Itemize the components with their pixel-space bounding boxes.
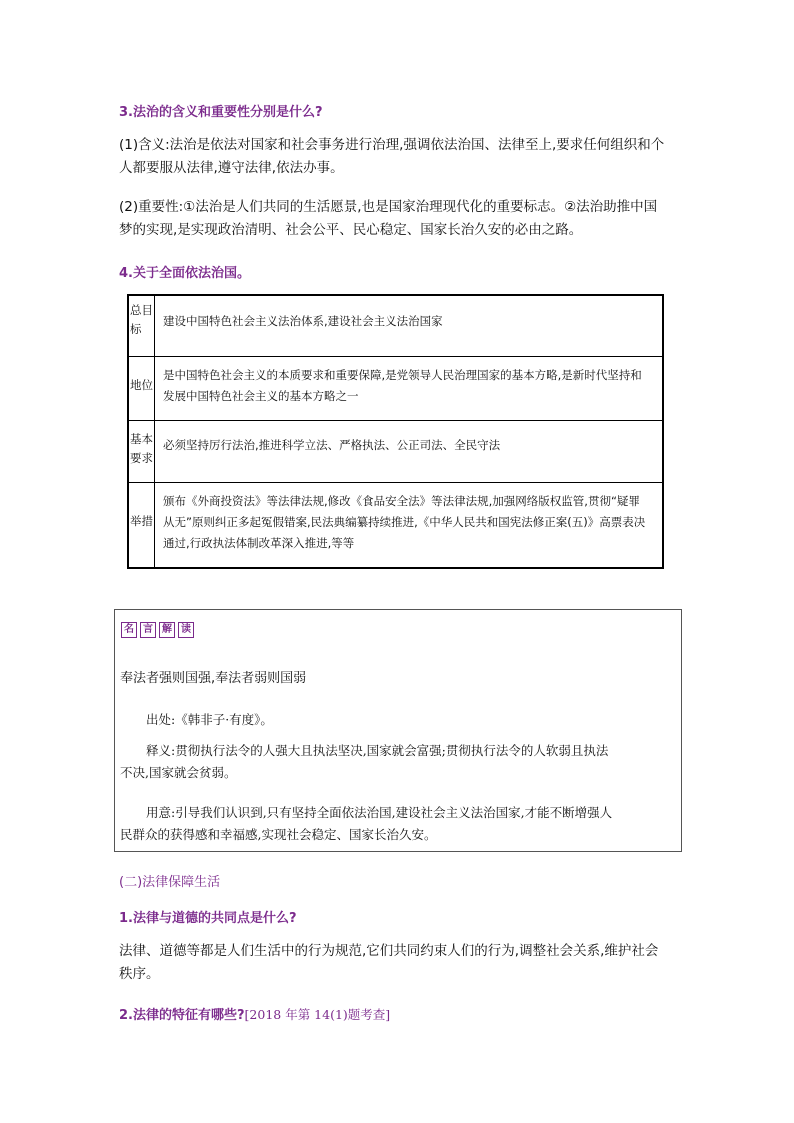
table-row — [129, 296, 662, 357]
text-line: 不决,国家就会贫弱。 — [120, 765, 237, 780]
text-line: 从无”原则纠正多起冤假错案,民法典编纂持续推进,《中华人民共和国宪法修正案(五)》高票表决 — [163, 515, 646, 529]
text-line: (2)重要性:①法治是人们共同的生活愿景,也是国家治理现代化的重要标志。②法治助推中国 — [119, 199, 658, 215]
table-row — [129, 421, 662, 483]
quote-source: 出处:《韩非子·有度》。 — [146, 712, 273, 727]
quote-meaning — [120, 740, 676, 784]
text-line: 人都要服从法律,遵守法律,依法办事。 — [119, 160, 344, 176]
text-line: 必须坚持厉行法治,推进科学立法、严格执法、公正司法、全民守法 — [163, 438, 501, 452]
label-line: 基本 — [130, 432, 153, 446]
part2-answer-1 — [119, 940, 679, 986]
famous-quote-box — [114, 609, 682, 852]
row-text — [163, 491, 656, 554]
row-label — [129, 421, 155, 482]
section3-heading: 3.法治的含义和重要性分别是什么? — [119, 105, 323, 120]
text-line: (1)含义:法治是依法对国家和社会事务进行治理,强调依法治国、法律至上,要求任何组织和个 — [119, 137, 665, 153]
row-text — [163, 365, 656, 407]
badge-char: 名 — [121, 622, 137, 638]
badge-char: 言 — [140, 622, 156, 638]
exam-reference: [2018 年第 14(1)题考查] — [244, 1007, 391, 1022]
row-text — [163, 311, 656, 332]
row-label — [129, 483, 155, 567]
quote-badges — [121, 622, 194, 638]
row-label — [129, 357, 155, 420]
text-line: 通过,行政执法体制改革深入推进,等等 — [163, 536, 355, 550]
row-label — [129, 296, 155, 356]
table-row — [129, 483, 662, 567]
text-line: 颁布《外商投资法》等法律法规,修改《食品安全法》等法律法规,加强网络版权监管,贯彻“疑罪 — [163, 494, 640, 508]
section3-paragraph-2 — [119, 196, 679, 242]
text-line: 释义:贯彻执行法令的人强大且执法坚决,国家就会富强;贯彻执行法令的人软弱且执法 — [146, 743, 609, 758]
text-line: 用意:引导我们认识到,只有坚持全面依法治国,建设社会主义法治国家,才能不断增强人 — [146, 805, 613, 820]
rule-of-law-table — [127, 294, 664, 569]
label-line: 标 — [130, 322, 142, 336]
badge-char: 解 — [159, 622, 175, 638]
part2-heading: (二)法律保障生活 — [119, 875, 221, 890]
part2-question-1-heading: 1.法律与道德的共同点是什么? — [119, 911, 297, 926]
part2-question-2 — [119, 1004, 390, 1023]
text-line: 梦的实现,是实现政治清明、社会公平、民心稳定、国家长治久安的必由之路。 — [119, 222, 583, 238]
label-line: 举措 — [130, 514, 153, 528]
quote-intent — [120, 802, 676, 846]
label-line: 总目 — [130, 303, 153, 317]
table-row — [129, 357, 662, 421]
text-line: 发展中国特色社会主义的基本方略之一 — [163, 389, 359, 403]
text-line: 是中国特色社会主义的本质要求和重要保障,是党领导人民治理国家的基本方略,是新时代坚持和 — [163, 368, 642, 382]
section4-heading: 4.关于全面依法治国。 — [119, 266, 250, 281]
text-line: 秩序。 — [119, 966, 160, 982]
badge-char: 读 — [178, 622, 194, 638]
text-line: 建设中国特色社会主义法治体系,建设社会主义法治国家 — [163, 314, 443, 328]
text-line: 民群众的获得感和幸福感,实现社会稳定、国家长治久安。 — [120, 827, 437, 842]
row-text — [163, 435, 656, 456]
quote-title: 奉法者强则国强,奉法者弱则国弱 — [120, 671, 307, 686]
label-line: 要求 — [130, 451, 153, 465]
label-line: 地位 — [130, 378, 153, 392]
part2-question-2-heading: 2.法律的特征有哪些? — [119, 1008, 245, 1023]
text-line: 法律、道德等都是人们生活中的行为规范,它们共同约束人们的行为,调整社会关系,维护社会 — [119, 943, 659, 959]
section3-paragraph-1 — [119, 134, 679, 180]
